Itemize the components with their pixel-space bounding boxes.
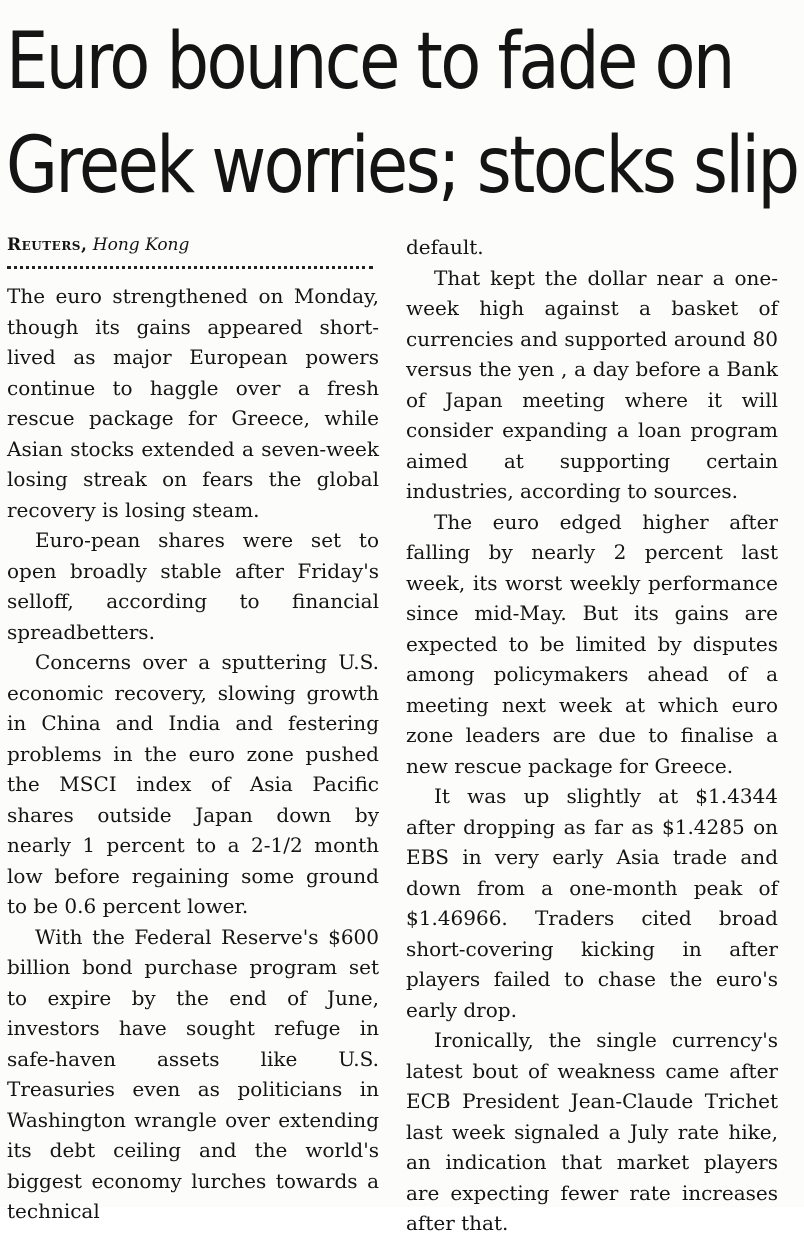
- byline-place: Hong Kong: [92, 235, 190, 255]
- paragraph: The euro strengthened on Monday, though its gains appeared short-lived as major European powers continue to haggle over a fresh rescue package for Greece, while Asian stocks extended a seven-week losing streak on fears the global recovery is losing steam.: [7, 284, 379, 522]
- paragraph: The euro edged higher after falling by nearly 2 percent last week, its worst weekly performance since mid-May. But its gains are expected to be limited by disputes among policymakers ahead of a meeting next week at which euro zone leaders are due to finalise a new rescue package for Greece.: [406, 509, 778, 778]
- paragraph: With the Federal Reserve's $600 billion bond purchase program set to expire by the end of June, investors have sought refuge in safe-haven assets like U.S. Treasuries even as politicians in Washington wrangle over extending its debt ceiling and the world's biggest economy lurches towards a technical: [7, 924, 379, 1223]
- byline-divider: [7, 266, 373, 269]
- paragraph: Ironically, the single currency's latest bout of weakness came after ECB President Jean-Claude Trichet last week signaled a July rate hike, an indication that market players are expecting fewer rate increases after that.: [406, 1028, 778, 1235]
- headline-line-1: Euro bounce to fade on: [6, 17, 733, 107]
- paragraph-continued: default.: [406, 235, 484, 259]
- headline-line-2: Greek worries; stocks slip: [6, 121, 798, 211]
- paragraph: It was up slightly at $1.4344 after dropping as far as $1.4285 on EBS in very early Asia trade and down from a one-month peak of $1.46966. Traders cited broad short-covering kicking in after players failed to chase the euro's early drop.: [406, 784, 778, 1022]
- headline: [6, 10, 798, 218]
- byline-agency: Reuters,: [7, 235, 88, 255]
- paragraph: That kept the dollar near a one-week high against a basket of currencies and supported around 80 versus the yen , a day before a Bank of Japan meeting where it will consider expanding a loan program aimed at supporting certain industries, according to sources.: [406, 265, 778, 503]
- article-column-left: [7, 232, 379, 1227]
- article-column-right: [406, 232, 778, 1239]
- paragraph: Concerns over a sputtering U.S. economic recovery, slowing growth in China and India and festering problems in the euro zone pushed the MSCI index of Asia Pacific shares outside Japan down by nearly 1 percent to a 2-1/2 month low before regaining some ground to be 0.6 percent lower.: [7, 650, 379, 918]
- paragraph: Euro-pean shares were set to open broadly stable after Friday's selloff, according to financial spreadbetters.: [7, 528, 379, 644]
- byline: [7, 232, 379, 258]
